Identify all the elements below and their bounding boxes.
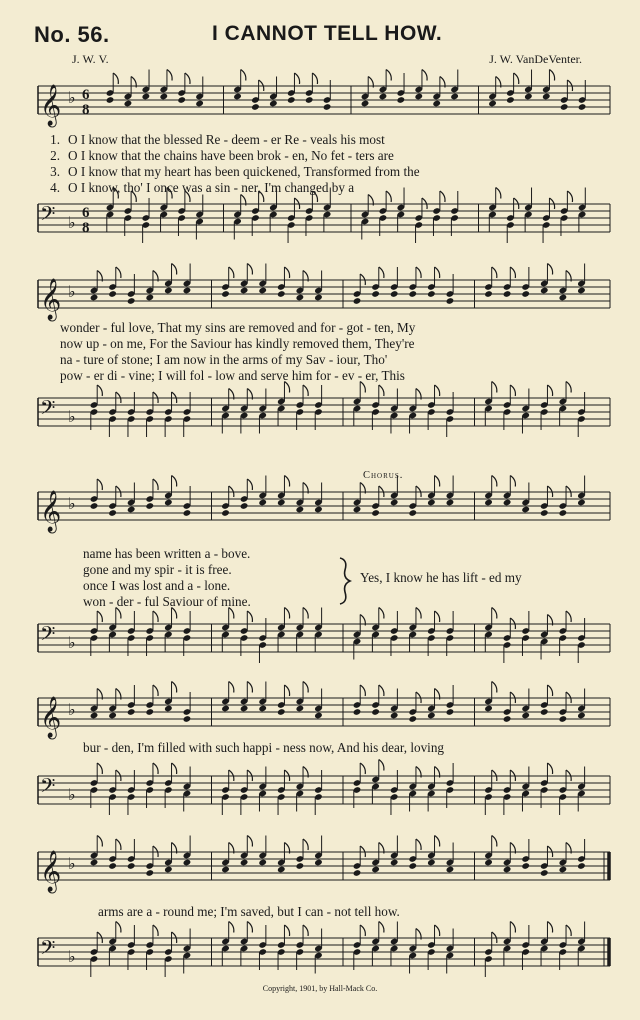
bass-staff	[38, 616, 610, 672]
note-head	[108, 712, 117, 720]
note-head	[427, 712, 436, 720]
note-head	[427, 859, 436, 867]
flat-icon: ♭	[68, 633, 76, 652]
note-head	[446, 499, 455, 507]
flat-icon: ♭	[68, 854, 76, 873]
treble-clef-icon: 𝄞	[40, 279, 62, 320]
note-head	[183, 715, 192, 723]
note-head	[296, 506, 305, 514]
note-head	[559, 509, 568, 517]
note-head	[540, 287, 549, 295]
note-head	[484, 499, 493, 507]
note-head	[277, 708, 286, 716]
note-head	[314, 859, 323, 867]
chorus-lyric: Yes, I know he has lift - ed my	[360, 570, 522, 585]
flat-icon: ♭	[68, 88, 76, 107]
note-head	[240, 859, 249, 867]
note-head	[240, 502, 249, 510]
note-head	[164, 866, 173, 874]
note-head	[432, 100, 441, 108]
note-head	[108, 862, 117, 870]
verse-1-line: wonder - ful love, That my sins are removed and for - got - ten, My	[60, 320, 416, 335]
verse-4-line: pow - er di - vine; I will fol - low and serve him for - ev - er, This	[60, 368, 405, 383]
note-head	[427, 290, 436, 298]
note-head	[305, 96, 314, 104]
note-head	[277, 866, 286, 874]
note-head	[578, 103, 587, 111]
note-head	[164, 705, 173, 713]
note-head	[221, 866, 230, 874]
svg-text:6: 6	[82, 87, 90, 103]
note-head	[287, 96, 296, 104]
flat-icon: ♭	[68, 947, 76, 966]
note-head	[559, 294, 568, 302]
note-head	[503, 499, 512, 507]
hymn-title: I CANNOT TELL HOW.	[212, 22, 443, 45]
note-head	[446, 866, 455, 874]
brace-icon	[338, 556, 352, 606]
note-head	[503, 866, 512, 874]
note-head	[90, 502, 99, 510]
music-system-1	[38, 70, 610, 250]
bass-staff	[38, 196, 610, 252]
note-head	[542, 93, 551, 101]
verse-1-line: 1. O I know that the blessed Re - deem - er Re - veals his most	[50, 132, 385, 147]
treble-staff	[38, 844, 610, 900]
note-head	[379, 93, 388, 101]
flat-icon: ♭	[68, 785, 76, 804]
music-system-4	[38, 684, 610, 814]
flat-icon: ♭	[68, 700, 76, 719]
note-head	[503, 715, 512, 723]
note-head	[277, 499, 286, 507]
note-head	[314, 294, 323, 302]
note-head	[183, 287, 192, 295]
note-head	[314, 506, 323, 514]
note-head	[127, 862, 136, 870]
note-head	[521, 712, 530, 720]
flat-icon: ♭	[68, 213, 76, 232]
note-head	[503, 290, 512, 298]
treble-clef-icon: 𝄞	[40, 851, 62, 892]
note-head	[577, 499, 586, 507]
svg-text:8: 8	[82, 102, 90, 118]
note-head	[397, 96, 406, 104]
bass-staff	[38, 930, 610, 986]
note-head	[145, 708, 154, 716]
bass-clef-icon: 𝄢	[40, 774, 56, 802]
note-head	[127, 708, 136, 716]
note-head	[195, 100, 204, 108]
bass-staff	[38, 768, 610, 824]
hymn-header	[0, 0, 640, 70]
treble-staff	[38, 78, 610, 134]
note-head	[408, 862, 417, 870]
note-head	[296, 705, 305, 713]
note-head	[524, 93, 533, 101]
note-head	[353, 506, 362, 514]
note-head	[127, 506, 136, 514]
bass-clef-icon: 𝄢	[40, 936, 56, 964]
note-head	[127, 297, 136, 305]
hymn-number: No. 56.	[34, 22, 110, 47]
note-head	[159, 93, 168, 101]
note-head	[450, 93, 459, 101]
note-head	[559, 866, 568, 874]
note-head	[521, 506, 530, 514]
note-head	[258, 287, 267, 295]
note-head	[540, 708, 549, 716]
treble-staff	[38, 690, 610, 746]
note-head	[90, 859, 99, 867]
note-head	[371, 708, 380, 716]
note-head	[427, 499, 436, 507]
music-system-2	[38, 268, 610, 458]
bass-clef-icon: 𝄢	[40, 622, 56, 650]
bass-clef-icon: 𝄢	[40, 202, 56, 230]
note-head	[559, 715, 568, 723]
copyright-notice: Copyright, 1901, by Hall-Mack Co.	[262, 984, 378, 993]
note-head	[484, 859, 493, 867]
chorus-lyrics	[98, 904, 640, 920]
verse-4-line: won - der - ful Saviour of mine.	[83, 594, 251, 609]
note-head	[145, 502, 154, 510]
note-head	[361, 100, 370, 108]
flat-icon: ♭	[68, 282, 76, 301]
note-head	[277, 290, 286, 298]
note-head	[314, 712, 323, 720]
note-head	[240, 705, 249, 713]
note-head	[484, 705, 493, 713]
verse-4-line: 4. O I know, tho' I once was a sin - ner, I'm changed by a	[50, 180, 355, 195]
flat-icon: ♭	[68, 494, 76, 513]
verse-2-line: now up - on me, For the Saviour has kindly removed them, They're	[60, 336, 415, 351]
note-head	[390, 859, 399, 867]
note-head	[446, 708, 455, 716]
note-head	[296, 862, 305, 870]
note-head	[221, 509, 230, 517]
note-head	[221, 705, 230, 713]
note-head	[90, 294, 99, 302]
flat-icon: ♭	[68, 407, 76, 426]
svg-text:8: 8	[82, 220, 90, 236]
note-head	[145, 294, 154, 302]
note-head	[371, 509, 380, 517]
composer-credit: J. W. VanDeVenter.	[489, 52, 582, 66]
note-head	[540, 509, 549, 517]
treble-clef-icon: 𝄞	[40, 491, 62, 532]
music-system-5	[38, 838, 610, 978]
note-head	[145, 869, 154, 877]
svg-text:6: 6	[82, 205, 90, 221]
note-head	[221, 290, 230, 298]
note-head	[371, 290, 380, 298]
chorus-lyrics	[83, 740, 640, 756]
note-head	[446, 297, 455, 305]
note-head	[408, 509, 417, 517]
note-head	[353, 708, 362, 716]
note-head	[408, 290, 417, 298]
treble-staff	[38, 484, 610, 540]
note-head	[577, 712, 586, 720]
note-head	[521, 290, 530, 298]
note-head	[142, 93, 151, 101]
verse-1-line: name has been written a - bove.	[83, 546, 251, 561]
note-head	[408, 715, 417, 723]
note-head	[488, 100, 497, 108]
verse-2-line: gone and my spir - it is free.	[83, 562, 232, 577]
chorus-line: arms are a - round me; I'm saved, but I can - not tell how.	[98, 904, 400, 919]
bass-clef-icon: 𝄢	[40, 396, 56, 424]
note-head	[164, 287, 173, 295]
note-head	[183, 509, 192, 517]
note-head	[177, 96, 186, 104]
note-head	[296, 294, 305, 302]
music-system-3	[38, 470, 610, 670]
bass-staff	[38, 390, 610, 446]
note-head	[106, 96, 115, 104]
note-head	[240, 287, 249, 295]
verse-2-line: 2. O I know that the chains have been brok - en, No fet - ters are	[50, 148, 394, 163]
note-head	[484, 290, 493, 298]
note-head	[108, 290, 117, 298]
note-head	[371, 866, 380, 874]
note-head	[390, 712, 399, 720]
verse-3-line: once I was lost and a - lone.	[83, 578, 231, 593]
note-head	[521, 862, 530, 870]
note-head	[183, 859, 192, 867]
note-head	[323, 103, 332, 111]
note-head	[251, 103, 260, 111]
note-head	[258, 859, 267, 867]
note-head	[577, 287, 586, 295]
verse-lyrics	[60, 320, 632, 384]
note-head	[540, 869, 549, 877]
note-head	[258, 705, 267, 713]
treble-clef-icon: 𝄞	[40, 697, 62, 738]
note-head	[164, 499, 173, 507]
verse-3-line: na - ture of stone; I am now in the arms of my Sav - iour, Tho'	[60, 352, 388, 367]
note-head	[506, 96, 515, 104]
verse-lyrics	[38, 132, 610, 196]
chorus-line: bur - den, I'm filled with such happi - ness now, And his dear, loving	[83, 740, 445, 755]
note-head	[124, 100, 133, 108]
note-head	[560, 103, 569, 111]
note-head	[233, 93, 242, 101]
note-head	[90, 712, 99, 720]
note-head	[269, 100, 278, 108]
verse-3-line: 3. O I know that my heart has been quickened, Transformed from the	[50, 164, 420, 179]
note-head	[414, 93, 423, 101]
note-head	[258, 499, 267, 507]
lyricist-credit: J. W. V.	[72, 52, 109, 66]
treble-clef-icon: 𝄞	[40, 85, 62, 126]
note-head	[353, 297, 362, 305]
note-head	[390, 499, 399, 507]
chorus-label: Chorus.	[363, 470, 404, 481]
note-head	[108, 509, 117, 517]
note-head	[353, 869, 362, 877]
note-head	[577, 862, 586, 870]
note-head	[390, 290, 399, 298]
